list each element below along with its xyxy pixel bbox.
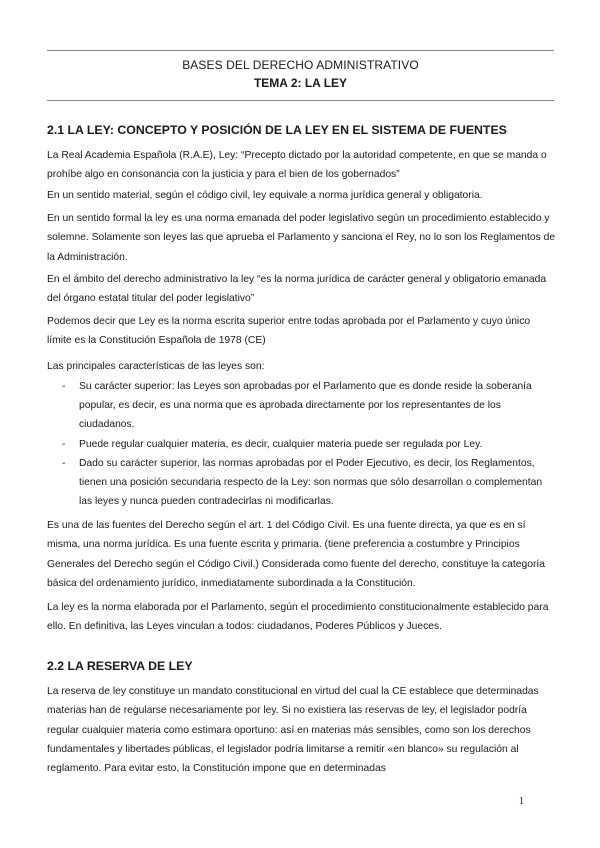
list-bullet: - — [62, 438, 66, 450]
list-item-text: Puede regular cualquier materia, es decir, cualquier materia puede ser regulada por Ley. — [79, 438, 483, 450]
characteristics-list — [47, 377, 557, 511]
list-item — [47, 377, 557, 435]
header-bottom-rule — [47, 100, 554, 101]
paragraph-material-sense: En un sentido material, según el código civil, ley equivale a norma jurídica general y obligatoria. — [47, 190, 483, 201]
list-bullet: - — [62, 381, 66, 392]
paragraph-ley-parlamento: La ley es la norma elaborada por el Parlamento, según el procedimiento constitucionalmente establecido para ello. En definitiva, las Leyes vinculan a todos: ciudadanos, Poderes Públicos y Jueces. — [47, 602, 549, 633]
list-bullet: - — [62, 457, 66, 469]
course-title: BASES DEL DERECHO ADMINISTRATIVO — [182, 58, 419, 72]
paragraph-administrative-law: En el ámbito del derecho administrativo la ley “es la norma jurídica de carácter general y obligatorio emanada del órgano estatal titular del poder legislativo” — [47, 274, 547, 305]
header-top-rule — [47, 50, 554, 51]
paragraph-formal-sense: En un sentido formal la ley es una norma emanada del poder legislativo según un procedimiento establecido y solemne. Solamente son leyes las que aprueba el Parlamento y sanciona el Rey, no lo son los Reglamentos de la Administración. — [47, 213, 556, 263]
section-heading-2-2: 2.2 LA RESERVA DE LEY — [47, 659, 193, 673]
paragraph-ley-superior: Podemos decir que Ley es la norma escrita superior entre todas aprobada por el Parlamento y cuyo único límite es la Constitución Española de 1978 (CE) — [47, 316, 531, 347]
list-item-text: Su carácter superior: las Leyes son aprobadas por el Parlamento que es donde reside la soberanía popular, es decir, es una norma que es aprobada directamente por los representantes de los ciudadanos. — [79, 381, 532, 431]
paragraph-reserva-ley: La reserva de ley constituye un mandato constitucional en virtud del cual la CE establece que determinadas materias han de regularse necesariamente por ley. Si no existiera las reservas de ley, el legislador podría regular cualquier materia como estimara oportuno: así en materias más sensibles, como son los derechos fundamentales y libertades públicas, el legislador podría limitarse a remitir «en blanco» su regulación al reglamento. Para evitar esto, la Constitución impone que en determinadas — [47, 686, 539, 775]
list-item — [47, 435, 557, 454]
list-item — [47, 454, 557, 512]
section-heading-2-1: 2.1 LA LEY: CONCEPTO Y POSICIÓN DE LA LEY EN EL SISTEMA DE FUENTES — [47, 123, 507, 137]
paragraph-rae-definition: La Real Academia Española (R.A.E), Ley: “Precepto dictado por la autoridad competente, en que se manda o prohíbe algo en consonancia con la justicia y para el bien de los gobernados” — [47, 150, 547, 181]
paragraph-characteristics-intro: Las principales características de las leyes son: — [47, 361, 265, 372]
paragraph-fuente-derecho: Es una de las fuentes del Derecho según el art. 1 del Código Civil. Es una fuente directa, ya que es en sí misma, una norma jurídica. Es una fuente escrita y primaria. (tiene preferencia a costumbre y Principios Generales del Derecho según el Código Civil.) Considerada como fuente del derecho, constituye la categoría básica del ordenamiento jurídico, inmediatamente subordinada a la Constitución. — [47, 520, 545, 589]
topic-title: TEMA 2: LA LEY — [253, 76, 348, 90]
list-item-text: Dado su carácter superior, las normas aprobadas por el Poder Ejecutivo, es decir, los Reglamentos, tienen una posición secundaria respecto de la Ley: son normas que sólo desarrollan o complementan las leyes y nunca pueden contradecirlas ni modificarlas. — [79, 457, 543, 508]
page-number: 1 — [519, 796, 524, 807]
